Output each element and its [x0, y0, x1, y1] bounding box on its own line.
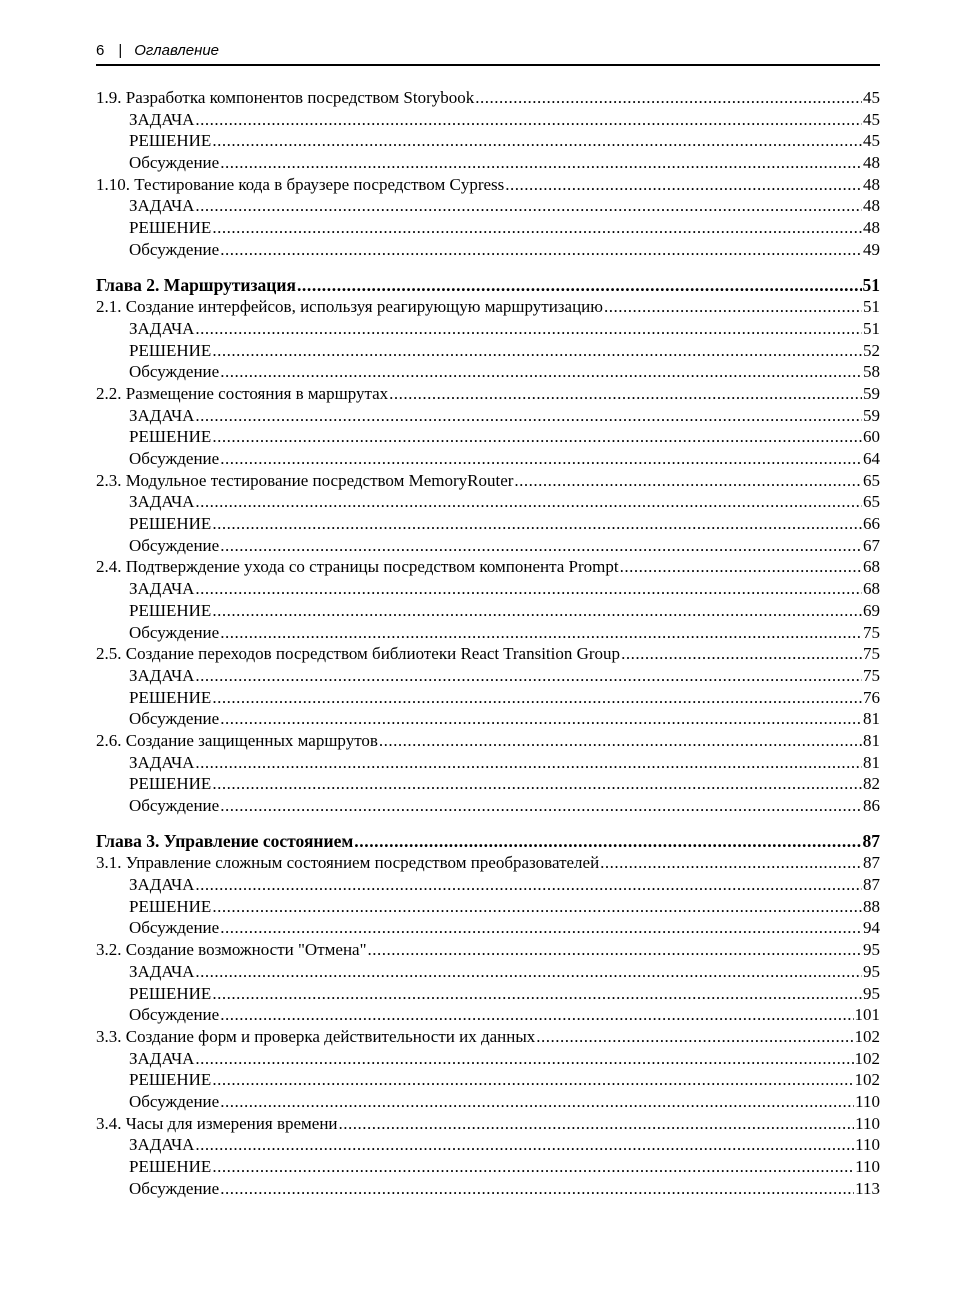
page-number: 6 — [96, 42, 105, 59]
toc-chapter-entry — [96, 275, 880, 297]
toc-dot-leader — [195, 1134, 854, 1156]
toc-dot-leader — [220, 622, 862, 644]
toc-entry-title: РЕШЕНИЕ — [129, 896, 212, 916]
toc-subsection-entry — [96, 1134, 880, 1156]
toc-page-number: 81 — [863, 752, 880, 772]
toc-entry-title: РЕШЕНИЕ — [129, 218, 212, 238]
toc-entry-title: ЗАДАЧА — [129, 318, 195, 338]
toc-entry-title: 2.1. Создание интерфейсов, используя реагирующую маршрутизацию — [96, 297, 603, 317]
toc-subsection-entry — [96, 535, 880, 557]
toc-page-number: 102 — [854, 1070, 880, 1090]
toc-dot-leader — [297, 275, 862, 297]
toc-entry-title: ЗАДАЧА — [129, 196, 195, 216]
toc-subsection-entry — [96, 1091, 880, 1113]
toc-subsection-entry — [96, 665, 880, 687]
toc-section-entry — [96, 1026, 880, 1048]
toc-page-number: 48 — [863, 218, 880, 238]
toc-page-number: 102 — [854, 1048, 880, 1068]
toc-page-number: 45 — [863, 109, 880, 129]
page-header — [96, 40, 880, 66]
toc-entry-title: 2.3. Модульное тестирование посредством MemoryRouter — [96, 470, 514, 490]
toc-dot-leader — [212, 217, 862, 239]
toc-subsection-entry — [96, 773, 880, 795]
toc-dot-leader — [212, 340, 862, 362]
toc-dot-leader — [354, 831, 861, 853]
toc-dot-leader — [220, 917, 862, 939]
toc-entry-title: 1.10. Тестирование кода в браузере посредством Cypress — [96, 174, 505, 194]
toc-dot-leader — [212, 983, 862, 1005]
toc-section-entry — [96, 174, 880, 196]
toc-dot-leader — [212, 513, 862, 535]
toc-subsection-entry — [96, 578, 880, 600]
toc-entry-title: Обсуждение — [129, 796, 220, 815]
toc-dot-leader — [220, 1178, 854, 1200]
toc-dot-leader — [220, 448, 862, 470]
toc-page-number: 51 — [863, 297, 880, 317]
toc-dot-leader — [212, 600, 862, 622]
toc-dot-leader — [339, 1113, 855, 1135]
toc-entry-title: Обсуждение — [129, 362, 220, 382]
toc-subsection-entry — [96, 600, 880, 622]
toc-page-number: 67 — [863, 535, 880, 555]
toc-subsection-entry — [96, 687, 880, 709]
toc-subsection-entry — [96, 491, 880, 513]
toc-entry-title: 2.2. Размещение состояния в маршрутах — [96, 383, 389, 403]
toc-subsection-entry — [96, 1156, 880, 1178]
toc-dot-leader — [212, 687, 862, 709]
toc-section-entry — [96, 383, 880, 405]
toc-dot-leader — [212, 1156, 854, 1178]
toc-dot-leader — [195, 1048, 853, 1070]
toc-page-number: 81 — [863, 709, 880, 729]
toc-subsection-entry — [96, 1178, 880, 1200]
toc-dot-leader — [475, 87, 862, 109]
toc-entry-title: Обсуждение — [129, 622, 220, 642]
toc-dot-leader — [195, 195, 862, 217]
toc-chapter-entry — [96, 831, 880, 853]
toc-dot-leader — [195, 405, 862, 427]
toc-dot-leader — [389, 383, 862, 405]
toc-subsection-entry — [96, 152, 880, 174]
toc-dot-leader — [195, 318, 862, 340]
toc-entry-title: РЕШЕНИЕ — [129, 774, 212, 794]
toc-page-number: 81 — [863, 730, 880, 750]
toc-section-entry — [96, 296, 880, 318]
toc-dot-leader — [368, 939, 862, 961]
toc-page-number: 87 — [863, 853, 880, 873]
toc-entry-title: РЕШЕНИЕ — [129, 340, 212, 360]
toc-entry-title: ЗАДАЧА — [129, 405, 195, 425]
toc-entry-title: Обсуждение — [129, 535, 220, 555]
toc-dot-leader — [620, 556, 862, 578]
toc-section-entry — [96, 939, 880, 961]
toc-entry-title: РЕШЕНИЕ — [129, 687, 212, 707]
toc-dot-leader — [195, 961, 862, 983]
toc-page-number: 59 — [863, 405, 880, 425]
toc-page-number: 95 — [863, 940, 880, 960]
toc-dot-leader — [220, 239, 862, 261]
toc-subsection-entry — [96, 961, 880, 983]
toc-subsection-entry — [96, 1069, 880, 1091]
toc-page-number: 101 — [854, 1005, 880, 1025]
toc-page-number: 48 — [863, 153, 880, 173]
toc-entry-title: ЗАДАЧА — [129, 492, 195, 512]
toc-entry-title: РЕШЕНИЕ — [129, 600, 212, 620]
toc-subsection-entry — [96, 513, 880, 535]
toc-page-number: 45 — [863, 131, 880, 151]
toc-subsection-entry — [96, 217, 880, 239]
toc-dot-leader — [220, 1091, 854, 1113]
toc-page-number: 68 — [863, 579, 880, 599]
running-title: Оглавление — [134, 42, 220, 59]
toc-subsection-entry — [96, 130, 880, 152]
toc-dot-leader — [604, 296, 862, 318]
toc-entry-title: ЗАДАЧА — [129, 752, 195, 772]
toc-page-number: 75 — [863, 622, 880, 642]
toc-dot-leader — [220, 535, 862, 557]
toc-entry-title: 3.4. Часы для измерения времени — [96, 1113, 338, 1133]
toc-subsection-entry — [96, 318, 880, 340]
toc-subsection-entry — [96, 1004, 880, 1026]
toc-entry-title: 3.3. Создание форм и проверка действительности их данных — [96, 1026, 536, 1046]
toc-entry-title: ЗАДАЧА — [129, 1048, 195, 1068]
toc-entry-title: ЗАДАЧА — [129, 961, 195, 981]
toc-page-number: 49 — [863, 239, 880, 259]
toc-subsection-entry — [96, 896, 880, 918]
toc-entry-title: 3.2. Создание возможности "Отмена" — [96, 940, 367, 960]
toc-page-number: 58 — [863, 362, 880, 382]
header-separator: | — [118, 42, 123, 59]
toc-page-number: 87 — [863, 875, 880, 895]
toc-page-number: 82 — [863, 774, 880, 794]
toc-page-number: 60 — [863, 427, 880, 447]
toc-entry-title: Обсуждение — [129, 449, 220, 468]
toc-section-entry — [96, 852, 880, 874]
toc-page-number: 102 — [854, 1026, 880, 1046]
toc-page-number: 65 — [863, 470, 880, 490]
toc-entry-title: РЕШЕНИЕ — [129, 1157, 212, 1176]
toc-page-number: 65 — [863, 492, 880, 512]
toc-entry-title: ЗАДАЧА — [129, 1135, 195, 1155]
toc-dot-leader — [212, 1069, 853, 1091]
toc-page-number: 68 — [863, 557, 880, 577]
toc-entry-title: Обсуждение — [129, 1178, 220, 1198]
toc-entry-title: Обсуждение — [129, 1005, 220, 1025]
toc-subsection-entry — [96, 239, 880, 261]
toc-subsection-entry — [96, 752, 880, 774]
toc-page-number: 110 — [855, 1157, 880, 1176]
toc-page-number: 45 — [863, 88, 880, 107]
toc-entry-title: РЕШЕНИЕ — [129, 131, 212, 151]
toc-subsection-entry — [96, 405, 880, 427]
toc-entry-title: ЗАДАЧА — [129, 109, 195, 129]
toc-subsection-entry — [96, 917, 880, 939]
toc-dot-leader — [220, 795, 862, 817]
toc-entry-title: 3.1. Управление сложным состоянием посредством преобразователей — [96, 853, 600, 873]
toc-dot-leader — [195, 665, 862, 687]
toc-page-number: 95 — [863, 983, 880, 1003]
toc-dot-leader — [220, 1004, 853, 1026]
toc-entry-title: Обсуждение — [129, 239, 220, 259]
toc-entry-title: Обсуждение — [129, 1091, 220, 1111]
toc-entry-title: 2.6. Создание защищенных маршрутов — [96, 730, 378, 750]
toc-page-number: 66 — [863, 514, 880, 534]
toc-dot-leader — [212, 130, 862, 152]
toc-section-entry — [96, 1113, 880, 1135]
toc-dot-leader — [195, 578, 862, 600]
toc-section-entry — [96, 730, 880, 752]
toc-subsection-entry — [96, 1048, 880, 1070]
toc-page-number: 76 — [863, 687, 880, 707]
toc-page-number: 87 — [862, 830, 880, 851]
toc-page-number: 95 — [863, 961, 880, 981]
toc-entry-title: РЕШЕНИЕ — [129, 427, 212, 447]
toc-subsection-entry — [96, 448, 880, 470]
toc-entry-title: ЗАДАЧА — [129, 665, 195, 685]
toc-dot-leader — [514, 470, 862, 492]
toc-page-number: 51 — [863, 318, 880, 338]
toc-subsection-entry — [96, 340, 880, 362]
toc-dot-leader — [212, 773, 862, 795]
toc-subsection-entry — [96, 795, 880, 817]
table-of-contents — [96, 87, 880, 1199]
toc-page-number: 52 — [863, 340, 880, 360]
toc-dot-leader — [195, 109, 862, 131]
toc-entry-title: Глава 3. Управление состоянием — [96, 830, 354, 851]
toc-page-number: 64 — [863, 449, 880, 468]
toc-page-number: 75 — [863, 644, 880, 664]
toc-entry-title: РЕШЕНИЕ — [129, 1070, 212, 1090]
toc-entry-title: 2.4. Подтверждение ухода со страницы посредством компонента Prompt — [96, 557, 619, 577]
toc-entry-title: ЗАДАЧА — [129, 875, 195, 895]
toc-dot-leader — [195, 491, 862, 513]
toc-section-entry — [96, 556, 880, 578]
toc-page-number: 86 — [863, 796, 880, 815]
toc-page-number: 48 — [863, 196, 880, 216]
toc-subsection-entry — [96, 195, 880, 217]
toc-page-number: 113 — [855, 1178, 880, 1198]
toc-page-number: 69 — [863, 600, 880, 620]
toc-dot-leader — [212, 896, 862, 918]
toc-entry-title: Обсуждение — [129, 153, 220, 173]
toc-section-entry — [96, 470, 880, 492]
toc-entry-title: РЕШЕНИЕ — [129, 514, 212, 534]
toc-entry-title: Обсуждение — [129, 709, 220, 729]
toc-dot-leader — [505, 174, 862, 196]
toc-subsection-entry — [96, 708, 880, 730]
toc-page-number: 51 — [862, 274, 880, 295]
toc-dot-leader — [195, 752, 862, 774]
toc-page-number: 88 — [863, 896, 880, 916]
toc-entry-title: Обсуждение — [129, 918, 220, 938]
toc-subsection-entry — [96, 426, 880, 448]
toc-dot-leader — [600, 852, 862, 874]
toc-dot-leader — [379, 730, 862, 752]
toc-subsection-entry — [96, 983, 880, 1005]
toc-dot-leader — [220, 708, 862, 730]
toc-section-entry — [96, 643, 880, 665]
toc-page-number: 94 — [863, 918, 880, 938]
toc-entry-title: 2.5. Создание переходов посредством библиотеки React Transition Group — [96, 644, 621, 664]
toc-dot-leader — [220, 152, 862, 174]
toc-page-number: 59 — [863, 383, 880, 403]
toc-page-number: 75 — [863, 665, 880, 685]
toc-subsection-entry — [96, 622, 880, 644]
toc-dot-leader — [195, 874, 862, 896]
toc-subsection-entry — [96, 874, 880, 896]
toc-subsection-entry — [96, 109, 880, 131]
toc-entry-title: ЗАДАЧА — [129, 579, 195, 599]
toc-dot-leader — [220, 361, 862, 383]
toc-entry-title: 1.9. Разработка компонентов посредством Storybook — [96, 88, 475, 107]
toc-page-number: 110 — [855, 1091, 880, 1111]
toc-entry-title: Глава 2. Маршрутизация — [96, 274, 296, 295]
toc-subsection-entry — [96, 361, 880, 383]
toc-dot-leader — [621, 643, 862, 665]
toc-section-entry — [96, 87, 880, 109]
toc-entry-title: РЕШЕНИЕ — [129, 983, 212, 1003]
toc-page-number: 48 — [863, 174, 880, 194]
toc-dot-leader — [536, 1026, 853, 1048]
toc-dot-leader — [212, 426, 862, 448]
toc-page-number: 110 — [855, 1135, 880, 1155]
toc-page-number: 110 — [855, 1113, 880, 1133]
